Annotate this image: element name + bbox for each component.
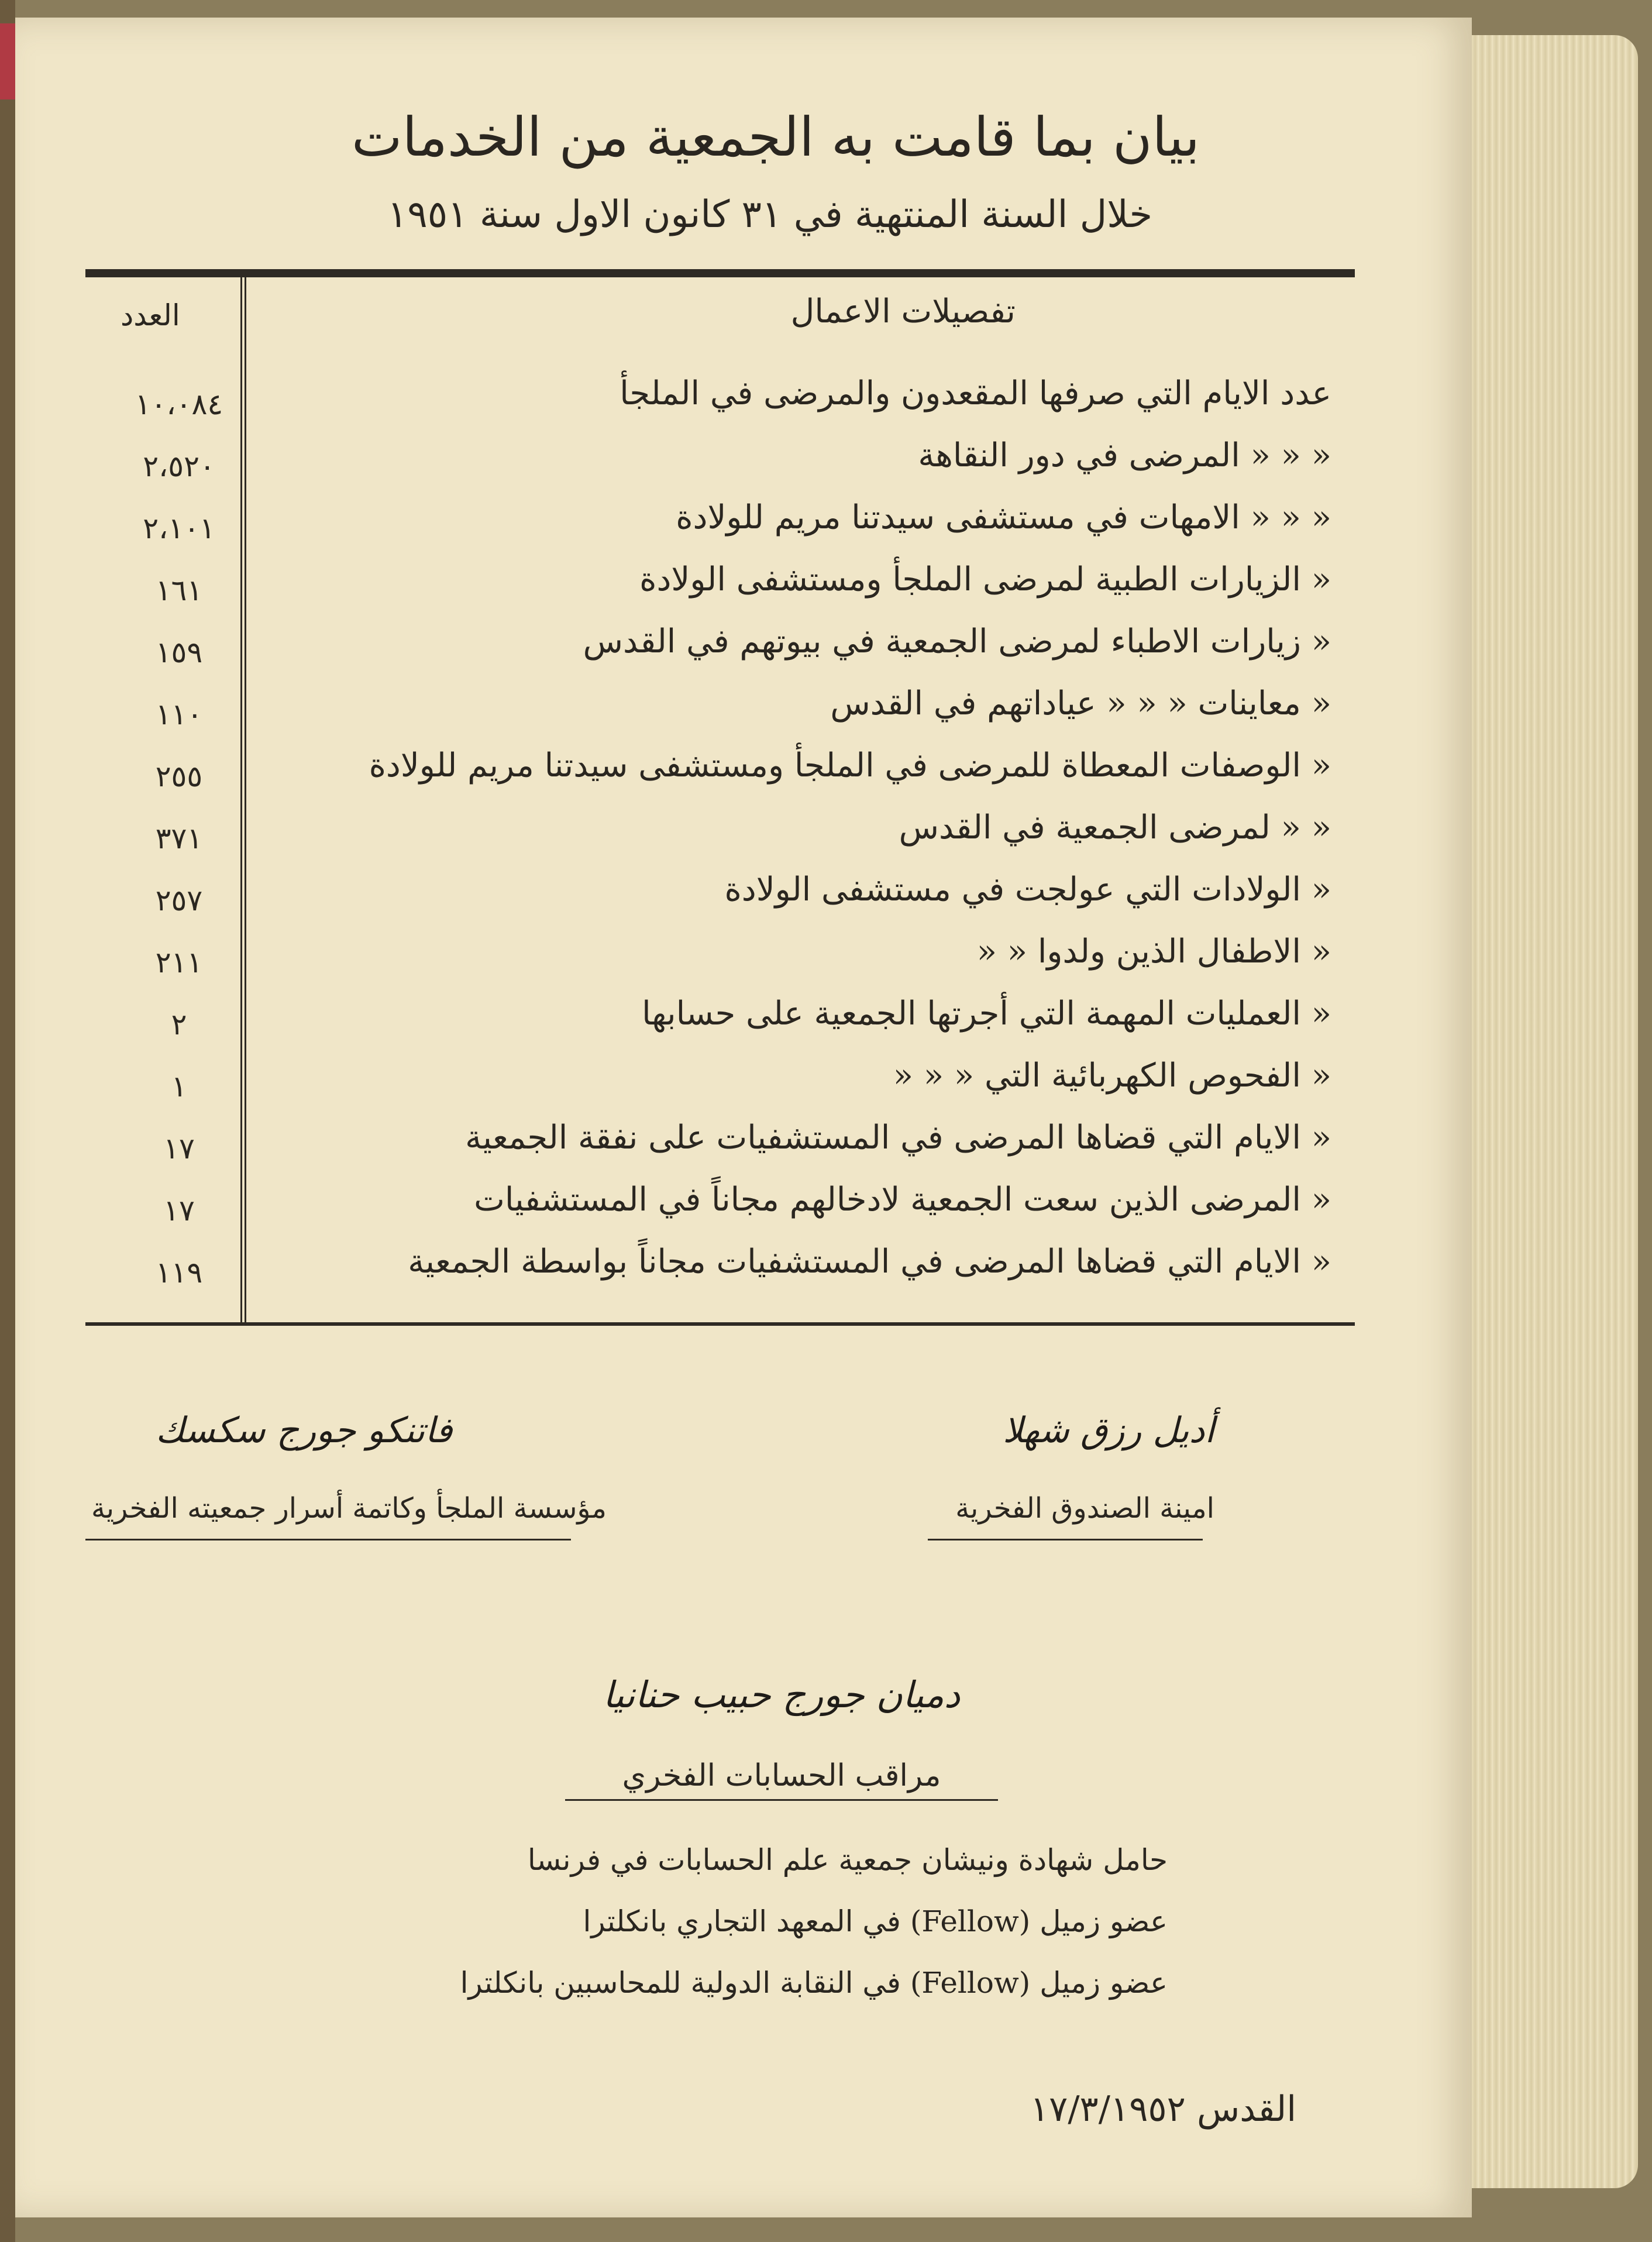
row-text: « الفحوص الكهربائية التي « « «: [893, 1057, 1331, 1095]
row-count: ٢٥٥: [155, 759, 203, 793]
row-count: ٢،١٠١: [143, 511, 215, 545]
header-details: تفصيلات الاعمال: [790, 293, 1016, 331]
auditor-role: مراقب الحسابات الفخري: [622, 1758, 941, 1793]
signature-right-name: أديل رزق شهلا: [1003, 1410, 1214, 1451]
table-row: [85, 809, 1355, 873]
row-text: « معاينات « « « عياداتهم في القدس: [830, 685, 1331, 723]
table-top-rule: [85, 269, 1355, 277]
row-text: « الوصفات المعطاة للمرضى في الملجأ ومستشفى سيدتنا مريم للولادة: [369, 747, 1331, 785]
auditor-credential: عضو زميل (Fellow) في المعهد التجاري بانكلترا: [583, 1904, 1168, 1938]
table-row: [85, 623, 1355, 687]
table-row: [85, 1057, 1355, 1121]
table-row: [85, 747, 1355, 811]
table-row: [85, 871, 1355, 935]
row-count: ١: [171, 1070, 187, 1103]
row-text: « « لمرضى الجمعية في القدس: [899, 809, 1331, 847]
table-row: [85, 498, 1355, 563]
row-text: « الايام التي قضاها المرضى في المستشفيات مجاناً بواسطة الجمعية: [408, 1243, 1331, 1281]
cover-ribbon: [0, 23, 15, 99]
row-text: « المرضى الذين سعت الجمعية لادخالهم مجاناً في المستشفيات: [474, 1181, 1331, 1219]
row-text: « الايام التي قضاها المرضى في المستشفيات على نفقة الجمعية: [465, 1119, 1331, 1157]
signature-right-role: امينة الصندوق الفخرية: [955, 1492, 1214, 1525]
table-body: [85, 374, 1355, 1311]
row-count: ٣٧١: [155, 821, 203, 855]
table-row: [85, 1243, 1355, 1307]
auditor-credential: عضو زميل (Fellow) في النقابة الدولية للمحاسبين بانكلترا: [460, 1966, 1168, 2000]
auditor-role-underline: [565, 1799, 998, 1801]
document-date: القدس ١٧/٣/١٩٥٢: [1030, 2089, 1296, 2130]
row-count: ٢: [171, 1007, 187, 1041]
signature-left-role: مؤسسة الملجأ وكاتمة أسرار جمعيته الفخرية: [91, 1492, 607, 1525]
signature-right-underline: [928, 1539, 1203, 1540]
row-count: ٢٥٧: [155, 883, 203, 917]
document-page: [15, 18, 1472, 2217]
row-text: « زيارات الاطباء لمرضى الجمعية في بيوتهم في القدس: [583, 623, 1331, 661]
row-text: « العمليات المهمة التي أجرتها الجمعية على حسابها: [642, 995, 1331, 1033]
header-count: العدد: [121, 298, 180, 332]
table-row: [85, 685, 1355, 749]
table-row: [85, 1119, 1355, 1183]
table-row: [85, 560, 1355, 625]
table-row: [85, 995, 1355, 1059]
row-count: ١٦١: [155, 573, 203, 607]
row-text: « الزيارات الطبية لمرضى الملجأ ومستشفى الولادة: [639, 560, 1331, 599]
book-cover-edge: [0, 0, 15, 2242]
auditor-name: دميان جورج حبيب حنانيا: [603, 1673, 961, 1716]
row-text: « « « المرضى في دور النقاهة: [918, 436, 1331, 474]
table-row: [85, 1181, 1355, 1245]
row-count: ٢١١: [155, 945, 203, 979]
signature-left-underline: [85, 1539, 571, 1540]
row-count: ١٧: [163, 1194, 195, 1227]
row-text: « الاطفال الذين ولدوا « «: [976, 933, 1331, 971]
row-count: ١١٠: [155, 697, 203, 731]
row-count: ١٧: [163, 1132, 195, 1165]
page-subtitle: خلال السنة المنتهية في ٣١ كانون الاول سنة ١٩٥١: [387, 193, 1152, 236]
table-row: [85, 374, 1355, 439]
row-text: عدد الايام التي صرفها المقعدون والمرضى في الملجأ: [619, 374, 1331, 412]
row-count: ١٠،٠٨٤: [135, 387, 223, 421]
table-bottom-rule: [85, 1322, 1355, 1326]
page-title: بيان بما قامت به الجمعية من الخدمات: [352, 106, 1200, 169]
row-count: ١٥٩: [155, 635, 203, 669]
table-row: [85, 933, 1355, 997]
auditor-credential: حامل شهادة ونيشان جمعية علم الحسابات في فرنسا: [527, 1843, 1168, 1877]
table-row: [85, 436, 1355, 501]
row-count: ١١٩: [155, 1256, 203, 1290]
row-text: « الولادات التي عولجت في مستشفى الولادة: [724, 871, 1331, 909]
row-count: ٢،٥٢٠: [143, 449, 215, 483]
signature-left-name: فاتنكو جورج سكسك: [156, 1410, 453, 1451]
row-text: « « « الامهات في مستشفى سيدتنا مريم للولادة: [676, 498, 1331, 537]
